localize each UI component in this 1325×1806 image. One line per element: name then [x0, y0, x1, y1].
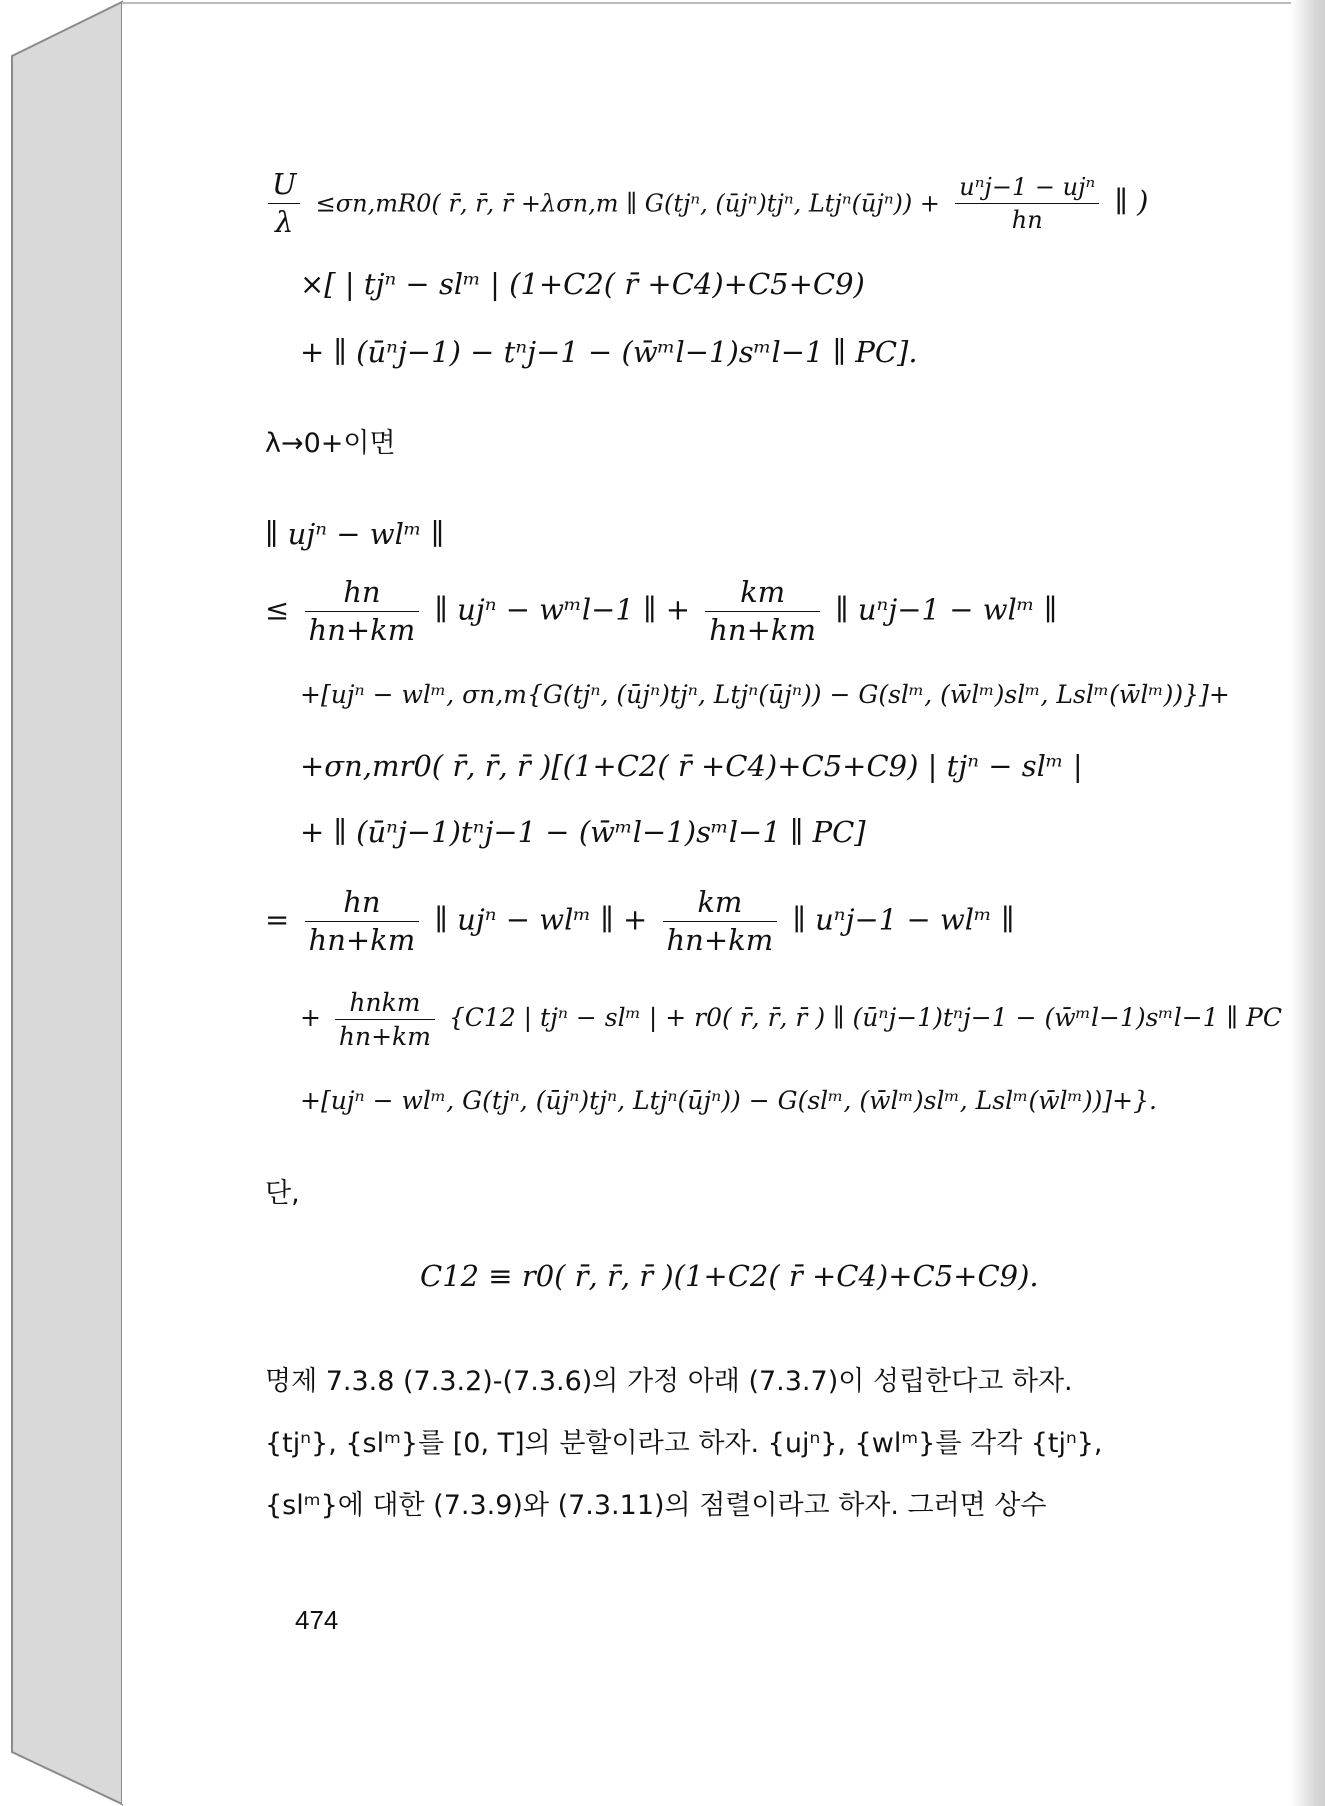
fraction-numerator: U: [268, 170, 300, 204]
fraction-denominator: hn+km: [709, 613, 816, 647]
equation-8: + ∥ (ūⁿj−1)tⁿj−1 − (w̄ᵐl−1)sᵐl−1 ∥ PC]: [300, 815, 866, 849]
fraction-denominator: hn+km: [338, 1022, 431, 1051]
proposition-line-2: {tjⁿ}, {slᵐ}를 [0, T]의 분할이라고 하자. {ujⁿ}, {wlᵐ}를 각각 {tjⁿ},: [265, 1428, 1103, 1459]
fraction-numerator: hn: [305, 888, 420, 922]
equation-2: ×[ | tjⁿ − slᵐ | (1+C2( r̄ +C4)+C5+C9): [300, 267, 865, 301]
fraction-denominator: hn: [1011, 206, 1043, 234]
fraction-h-over-sum: [305, 885, 420, 957]
fraction-denominator: hn+km: [308, 923, 416, 957]
equation-4: ∥ ujⁿ − wlᵐ ∥: [265, 517, 445, 551]
fraction-k-over-sum: [705, 575, 820, 647]
fraction-denominator: hn+km: [308, 613, 416, 647]
fraction-numerator: hnkm: [335, 990, 435, 1020]
equation-5: [265, 575, 1058, 647]
equation-9: [265, 885, 1015, 957]
fraction-numerator: km: [705, 578, 820, 612]
equation-10: [300, 990, 1282, 1049]
fraction-h-over-sum: [305, 575, 420, 647]
fraction-hk-over-sum: [335, 990, 435, 1049]
limit-line: λ→0+이면: [265, 428, 396, 459]
equation-1-tail: ∥ ): [1114, 184, 1149, 219]
page-edge-shadow: [1291, 0, 1325, 1806]
fraction-difference-over-h: [955, 175, 1099, 232]
fraction-u-over-lambda: [268, 167, 300, 239]
equation-6: +[ujⁿ − wlᵐ, σn,m{G(tjⁿ, (ūjⁿ)tjⁿ, Ltjⁿ(ūjⁿ)) − G(slᵐ, (w̄lᵐ)slᵐ, Lslᵐ(w̄lᵐ))}]+: [300, 680, 1230, 709]
fraction-numerator: uⁿj−1 − ujⁿ: [955, 175, 1099, 204]
fraction-denominator: λ: [275, 205, 294, 239]
equation-12: C12 ≡ r0( r̄, r̄, r̄ )(1+C2( r̄ +C4)+C5+C9).: [420, 1259, 1039, 1293]
equation-1: [262, 167, 1149, 239]
equation-9-lead: =: [265, 902, 290, 937]
equation-1-body: ≤σn,mR0( r̄, r̄, r̄ +λσn,m ∥ G(tjⁿ, (ūjⁿ)tjⁿ, Ltjⁿ(ūjⁿ)) +: [315, 189, 941, 218]
equation-5-mid: ∥ ujⁿ − wᵐl−1 ∥ +: [434, 592, 691, 627]
page-number: 474: [295, 1605, 339, 1635]
fraction-denominator: hn+km: [666, 923, 774, 957]
dan-label: 단,: [265, 1178, 300, 1209]
fraction-k-over-sum: [663, 885, 778, 957]
fraction-numerator: km: [663, 888, 778, 922]
equation-7: +σn,mr0( r̄, r̄, r̄ )[(1+C2( r̄ +C4)+C5+C9) | tjⁿ − slᵐ |: [300, 749, 1083, 783]
equation-10-tail: {C12 | tjⁿ − slᵐ | + r0( r̄, r̄, r̄ ) ∥ (ūⁿj−1)tⁿj−1 − (w̄ᵐl−1)sᵐl−1 ∥ PC: [448, 1003, 1282, 1032]
fraction-numerator: hn: [305, 578, 420, 612]
equation-9-tail: ∥ uⁿj−1 − wlᵐ ∥: [792, 902, 1015, 937]
equation-5-tail: ∥ uⁿj−1 − wlᵐ ∥: [835, 592, 1058, 627]
proposition-line-3: {slᵐ}에 대한 (7.3.9)와 (7.3.11)의 점렬이라고 하자. 그러면 상수: [265, 1490, 1047, 1521]
equation-5-lead: ≤: [265, 592, 290, 627]
equation-9-mid: ∥ ujⁿ − wlᵐ ∥ +: [434, 902, 648, 937]
equation-10-lead: +: [300, 1003, 321, 1032]
equation-11: +[ujⁿ − wlᵐ, G(tjⁿ, (ūjⁿ)tjⁿ, Ltjⁿ(ūjⁿ)) − G(slᵐ, (w̄lᵐ)slᵐ, Lslᵐ(w̄lᵐ))]+}.: [300, 1086, 1157, 1115]
equation-3: + ∥ (ūⁿj−1) − tⁿj−1 − (w̄ᵐl−1)sᵐl−1 ∥ PC].: [300, 335, 918, 369]
proposition-line-1: 명제 7.3.8 (7.3.2)-(7.3.6)의 가정 아래 (7.3.7)이 성립한다고 하자.: [265, 1366, 1073, 1397]
